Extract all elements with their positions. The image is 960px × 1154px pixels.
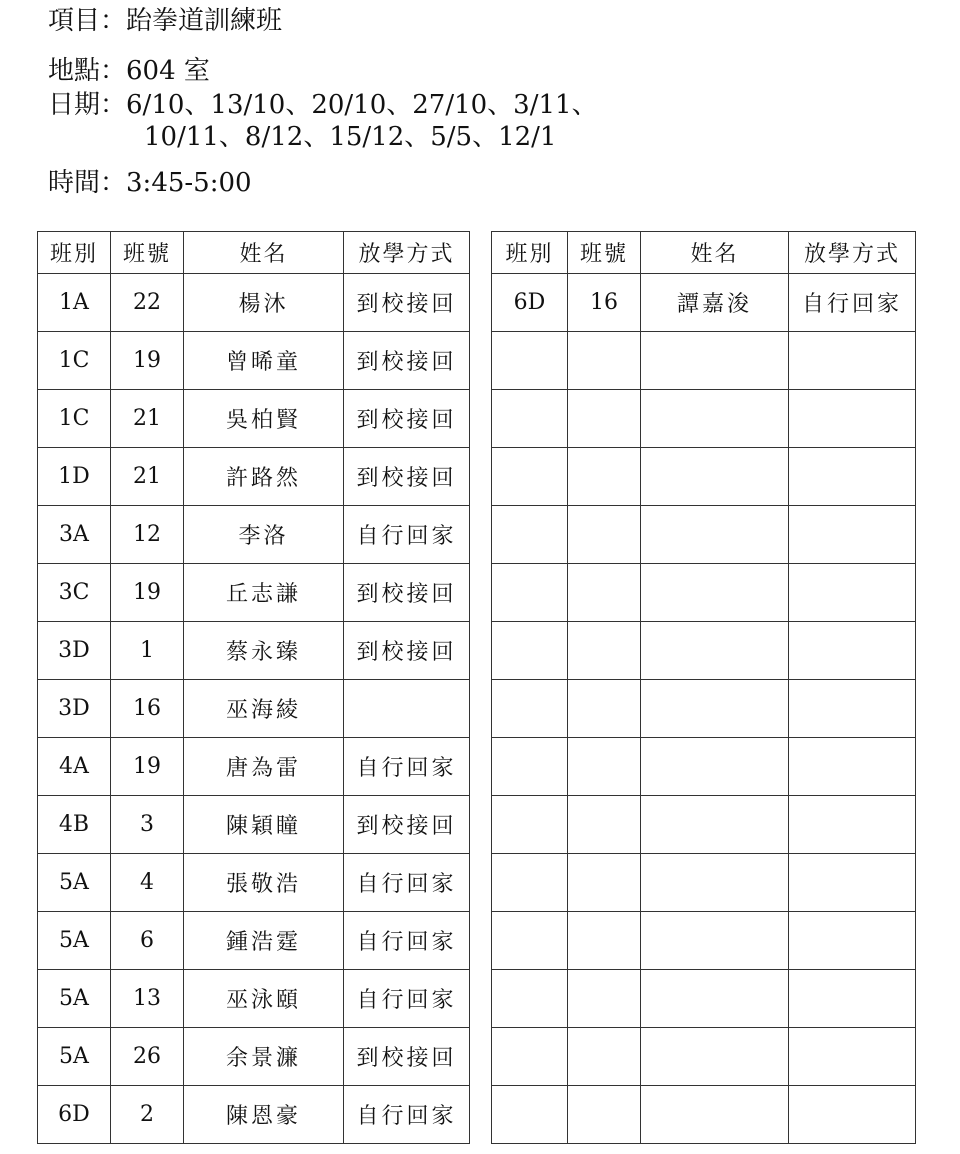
cell-name: 丘志謙 xyxy=(184,564,344,622)
cell-class xyxy=(492,448,568,506)
cell-method: 到校接回 xyxy=(344,390,470,448)
table-row xyxy=(38,912,470,970)
cell-class xyxy=(492,680,568,738)
cell-method: 自行回家 xyxy=(344,1086,470,1144)
cell-method xyxy=(789,738,916,796)
cell-method xyxy=(789,564,916,622)
cell-number xyxy=(568,564,641,622)
cell-number: 16 xyxy=(568,274,641,332)
cell-name: 張敬浩 xyxy=(184,854,344,912)
cell-number xyxy=(568,448,641,506)
cell-name: 鍾浩霆 xyxy=(184,912,344,970)
cell-name xyxy=(641,796,789,854)
cell-number xyxy=(568,390,641,448)
table-row xyxy=(38,1086,470,1144)
cell-name xyxy=(641,680,789,738)
cell-class: 1A xyxy=(38,274,111,332)
cell-number: 1 xyxy=(111,622,184,680)
cell-number: 16 xyxy=(111,680,184,738)
cell-name: 陳恩豪 xyxy=(184,1086,344,1144)
table-row xyxy=(492,448,916,506)
cell-name xyxy=(641,332,789,390)
table-row xyxy=(38,274,470,332)
cell-method: 到校接回 xyxy=(344,274,470,332)
location-value: 604 室 xyxy=(126,56,210,86)
cell-class: 1C xyxy=(38,390,111,448)
cell-number: 26 xyxy=(111,1028,184,1086)
time-label: 時間： xyxy=(48,168,127,198)
cell-name xyxy=(641,1028,789,1086)
project-line xyxy=(48,4,282,38)
cell-number: 22 xyxy=(111,274,184,332)
col-header-class: 班別 xyxy=(492,232,568,274)
cell-number xyxy=(568,970,641,1028)
cell-number: 3 xyxy=(111,796,184,854)
cell-name xyxy=(641,912,789,970)
cell-method: 到校接回 xyxy=(344,622,470,680)
dates-line-2 xyxy=(144,120,556,154)
table-row xyxy=(38,970,470,1028)
table-row xyxy=(38,332,470,390)
cell-method xyxy=(789,796,916,854)
cell-method xyxy=(789,680,916,738)
table-row xyxy=(38,564,470,622)
cell-name: 巫泳頤 xyxy=(184,970,344,1028)
cell-method: 自行回家 xyxy=(344,506,470,564)
dates-value-line2: 10/11、8/12、15/12、5/5、12/1 xyxy=(144,122,557,152)
col-header-number: 班號 xyxy=(111,232,184,274)
cell-number: 19 xyxy=(111,738,184,796)
cell-class xyxy=(492,912,568,970)
cell-method xyxy=(789,332,916,390)
cell-class: 5A xyxy=(38,854,111,912)
cell-class: 5A xyxy=(38,1028,111,1086)
table-row xyxy=(492,854,916,912)
dates-label: 日期： xyxy=(48,90,127,120)
cell-name: 楊沐 xyxy=(184,274,344,332)
cell-method xyxy=(344,680,470,738)
cell-class: 3D xyxy=(38,622,111,680)
cell-name xyxy=(641,854,789,912)
cell-method xyxy=(789,854,916,912)
cell-name: 陳穎瞳 xyxy=(184,796,344,854)
cell-name xyxy=(641,622,789,680)
table-row xyxy=(38,796,470,854)
cell-name: 李洛 xyxy=(184,506,344,564)
cell-class xyxy=(492,622,568,680)
cell-number xyxy=(568,738,641,796)
cell-number: 21 xyxy=(111,448,184,506)
cell-name: 譚嘉浚 xyxy=(641,274,789,332)
cell-class: 4B xyxy=(38,796,111,854)
cell-method xyxy=(789,622,916,680)
col-header-class: 班別 xyxy=(38,232,111,274)
cell-class: 6D xyxy=(492,274,568,332)
cell-name: 余景濂 xyxy=(184,1028,344,1086)
cell-class: 5A xyxy=(38,912,111,970)
table-row xyxy=(492,680,916,738)
table-row xyxy=(38,622,470,680)
cell-number xyxy=(568,506,641,564)
dates-line xyxy=(48,88,598,122)
location-label: 地點： xyxy=(48,56,127,86)
cell-class xyxy=(492,796,568,854)
cell-method: 到校接回 xyxy=(344,332,470,390)
col-header-name: 姓名 xyxy=(184,232,344,274)
cell-method xyxy=(789,1086,916,1144)
col-header-name: 姓名 xyxy=(641,232,789,274)
project-value: 跆拳道訓練班 xyxy=(126,6,283,36)
cell-method: 自行回家 xyxy=(344,970,470,1028)
table-row xyxy=(38,506,470,564)
cell-number: 21 xyxy=(111,390,184,448)
cell-name xyxy=(641,390,789,448)
cell-class: 1D xyxy=(38,448,111,506)
cell-method: 自行回家 xyxy=(344,912,470,970)
cell-name xyxy=(641,564,789,622)
table-row xyxy=(492,1028,916,1086)
cell-method xyxy=(789,448,916,506)
cell-class xyxy=(492,854,568,912)
time-value: 3:45-5:00 xyxy=(126,168,252,198)
cell-number: 2 xyxy=(111,1086,184,1144)
table-header-row xyxy=(492,232,916,274)
cell-number xyxy=(568,796,641,854)
cell-class: 3D xyxy=(38,680,111,738)
dates-value-line1: 6/10、13/10、20/10、27/10、3/11、 xyxy=(126,90,598,120)
cell-class: 3C xyxy=(38,564,111,622)
cell-class: 1C xyxy=(38,332,111,390)
table-row xyxy=(492,332,916,390)
cell-number: 19 xyxy=(111,564,184,622)
cell-number: 6 xyxy=(111,912,184,970)
cell-number: 19 xyxy=(111,332,184,390)
table-row xyxy=(38,738,470,796)
project-label: 項目： xyxy=(48,6,127,36)
cell-number xyxy=(568,912,641,970)
cell-name: 唐為雷 xyxy=(184,738,344,796)
cell-class xyxy=(492,738,568,796)
cell-method xyxy=(789,390,916,448)
cell-name: 吳柏賢 xyxy=(184,390,344,448)
cell-class: 4A xyxy=(38,738,111,796)
table-row xyxy=(492,622,916,680)
cell-name: 曾晞童 xyxy=(184,332,344,390)
cell-class xyxy=(492,1028,568,1086)
table-row xyxy=(492,970,916,1028)
cell-method: 到校接回 xyxy=(344,448,470,506)
cell-number xyxy=(568,1028,641,1086)
cell-number xyxy=(568,854,641,912)
col-header-number: 班號 xyxy=(568,232,641,274)
cell-number xyxy=(568,680,641,738)
cell-method xyxy=(789,1028,916,1086)
table-row xyxy=(492,506,916,564)
cell-number: 12 xyxy=(111,506,184,564)
cell-name xyxy=(641,448,789,506)
table-row xyxy=(492,390,916,448)
cell-name: 蔡永臻 xyxy=(184,622,344,680)
cell-class xyxy=(492,970,568,1028)
table-row xyxy=(492,912,916,970)
cell-class: 3A xyxy=(38,506,111,564)
cell-method: 到校接回 xyxy=(344,1028,470,1086)
cell-name xyxy=(641,738,789,796)
cell-method: 自行回家 xyxy=(344,854,470,912)
roster-table-left xyxy=(37,231,470,1144)
col-header-method: 放學方式 xyxy=(344,232,470,274)
cell-class: 6D xyxy=(38,1086,111,1144)
table-row xyxy=(492,796,916,854)
cell-class xyxy=(492,506,568,564)
table-row xyxy=(38,390,470,448)
table-row xyxy=(38,1028,470,1086)
cell-method: 到校接回 xyxy=(344,796,470,854)
cell-number xyxy=(568,332,641,390)
cell-class xyxy=(492,390,568,448)
col-header-method: 放學方式 xyxy=(789,232,916,274)
table-row xyxy=(492,564,916,622)
cell-class xyxy=(492,564,568,622)
roster-table-right xyxy=(491,231,916,1144)
cell-method: 自行回家 xyxy=(344,738,470,796)
cell-method xyxy=(789,912,916,970)
cell-name xyxy=(641,970,789,1028)
cell-number: 13 xyxy=(111,970,184,1028)
cell-name: 許路然 xyxy=(184,448,344,506)
cell-name xyxy=(641,1086,789,1144)
cell-method xyxy=(789,970,916,1028)
cell-number: 4 xyxy=(111,854,184,912)
table-row xyxy=(492,738,916,796)
cell-class: 5A xyxy=(38,970,111,1028)
cell-name xyxy=(641,506,789,564)
cell-method xyxy=(789,506,916,564)
time-line xyxy=(48,166,252,200)
cell-method: 到校接回 xyxy=(344,564,470,622)
table-header-row xyxy=(38,232,470,274)
table-row xyxy=(38,448,470,506)
table-row xyxy=(38,680,470,738)
table-row xyxy=(38,854,470,912)
table-row xyxy=(492,274,916,332)
location-line xyxy=(48,54,210,88)
cell-method: 自行回家 xyxy=(789,274,916,332)
cell-class xyxy=(492,1086,568,1144)
table-row xyxy=(492,1086,916,1144)
cell-number xyxy=(568,622,641,680)
cell-number xyxy=(568,1086,641,1144)
cell-name: 巫海綾 xyxy=(184,680,344,738)
cell-class xyxy=(492,332,568,390)
